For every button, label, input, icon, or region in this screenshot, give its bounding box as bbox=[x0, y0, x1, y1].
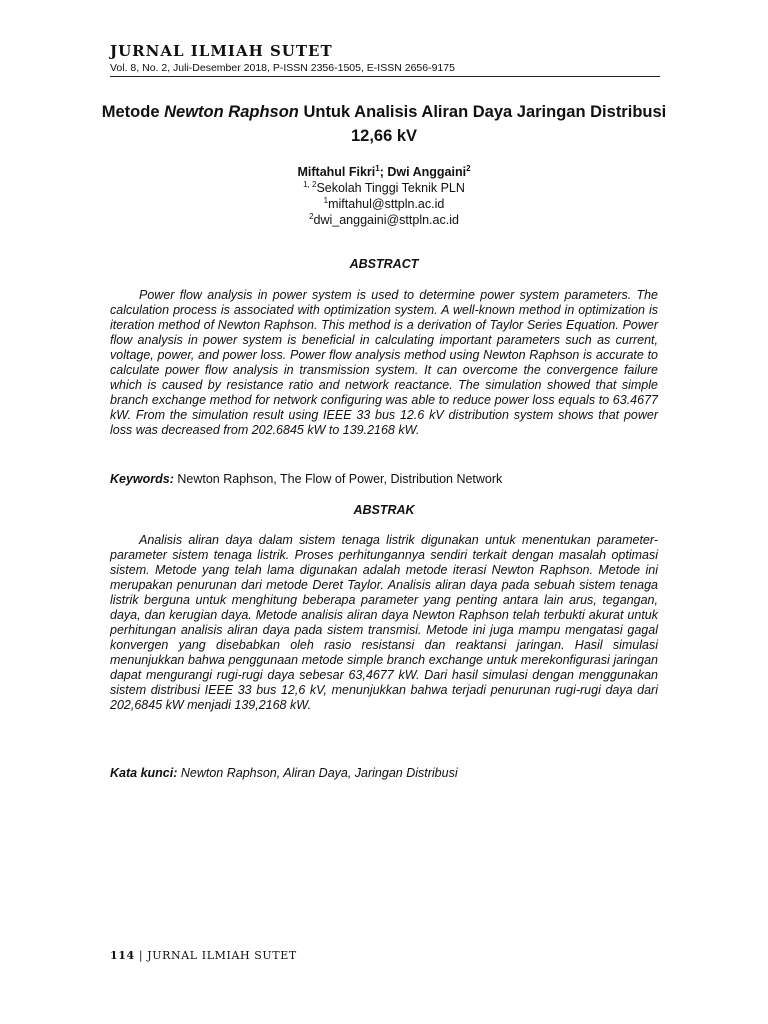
author-separator: ; bbox=[379, 165, 388, 179]
abstract-text: Power flow analysis in power system is used to determine power system parameters. The calculation process is associated with optimization system. A well-known method in optimization is iteration method of Newton Raphson. This method is a derivation of Taylor Series Equation. Power flow analysis in power system is beneficial in calculating important parameters such as current, voltage, power, and power loss. Power flow analysis method using Newton Raphson is accurate to calculate power flow analysis in transmission system. It can overcome the convergence failure which is caused by resistance ratio and network reactance. The simulation showed that simple branch exchange method for network configuring was able to reduce power loss equals to 63.4677 kW. From the simulation result using IEEE 33 bus 12.6 kV distribution system shows that power loss was decreased from 202.6845 kW to 139.2168 kW. bbox=[110, 288, 658, 437]
email-2-sup: 2 bbox=[309, 212, 314, 221]
journal-header bbox=[110, 42, 660, 75]
kata-kunci bbox=[110, 766, 658, 781]
title-part-italic: Newton Raphson bbox=[164, 103, 299, 121]
author-2-sup: 2 bbox=[466, 164, 471, 173]
footer-journal: JURNAL ILMIAH SUTET bbox=[147, 949, 297, 962]
page-footer bbox=[110, 949, 297, 962]
email-1-text: miftahul@sttpln.ac.id bbox=[328, 197, 445, 211]
title-part-1: Metode bbox=[101, 103, 165, 121]
title-part-3: Untuk Analisis Aliran Daya Jaringan Distribusi 12,66 kV bbox=[298, 103, 667, 145]
abstract-heading: ABSTRACT bbox=[349, 257, 419, 271]
header-divider bbox=[110, 76, 660, 77]
affiliation-sup: 1, 2 bbox=[303, 180, 317, 189]
email-2-text: dwi_anggaini@sttpln.ac.id bbox=[313, 213, 459, 227]
author-2: Dwi Anggaini bbox=[387, 165, 467, 179]
author-block bbox=[110, 164, 658, 228]
email-2 bbox=[110, 212, 658, 228]
keywords-label: Keywords: bbox=[110, 472, 174, 486]
keywords bbox=[110, 472, 658, 487]
kata-kunci-text: Newton Raphson, Aliran Daya, Jaringan Distribusi bbox=[177, 766, 458, 780]
author-names bbox=[110, 164, 658, 180]
paper-title bbox=[100, 100, 668, 148]
author-1: Miftahul Fikri bbox=[297, 165, 376, 179]
abstrak-heading: ABSTRAK bbox=[353, 503, 415, 517]
journal-name: JURNAL ILMIAH SUTET bbox=[110, 42, 333, 60]
abstrak-text: Analisis aliran daya dalam sistem tenaga listrik digunakan untuk menentukan parameter-parameter sistem tenaga listrik. Proses perhitungannya sendiri terkait dengan masalah optimasi sistem. Metode yang telah lama digunakan adalah metode iterasi Newton Raphson. Metode ini merupakan penurunan dari metode Deret Taylor. Analisis aliran daya pada sebuah sistem tenaga listrik berguna untuk menghitung beberapa parameter yang penting antara lain arus, tegangan, daya, dan kerugian daya. Metode analisis aliran daya Newton Raphson telah terbukti akurat untuk perhitungan analisis aliran daya pada sistem transmisi. Metode ini juga mampu mengatasi gagal konvergen yang disebabkan oleh rasio resistansi dan reaktansi jaringan. Hasil simulasi menunjukkan bahwa penggunaan metode simple branch exchange untuk merekonfigurasi jaringan dapat mengurangi rugi-rugi daya sebesar 63,4677 kW. Dari hasil simulasi dengan menggunakan sistem distribusi IEEE 33 bus 12,6 kV, menunjukkan bahwa terjadi penurunan rugi-rugi daya dari 202,6845 kW menjadi 139,2168 kW. bbox=[110, 533, 658, 712]
affiliation-text: Sekolah Tinggi Teknik PLN bbox=[316, 181, 465, 195]
footer-separator: | bbox=[134, 949, 148, 962]
keywords-text: Newton Raphson, The Flow of Power, Distribution Network bbox=[173, 472, 503, 486]
affiliation bbox=[110, 180, 658, 196]
journal-meta: Vol. 8, No. 2, Juli-Desember 2018, P-ISSN 2356-1505, E-ISSN 2656-9175 bbox=[110, 62, 455, 74]
email-1-sup: 1 bbox=[323, 196, 329, 205]
kata-kunci-label: Kata kunci: bbox=[110, 766, 178, 780]
author-1-sup: 1 bbox=[375, 164, 380, 173]
page-number: 114 bbox=[110, 949, 135, 962]
email-1 bbox=[110, 196, 658, 212]
